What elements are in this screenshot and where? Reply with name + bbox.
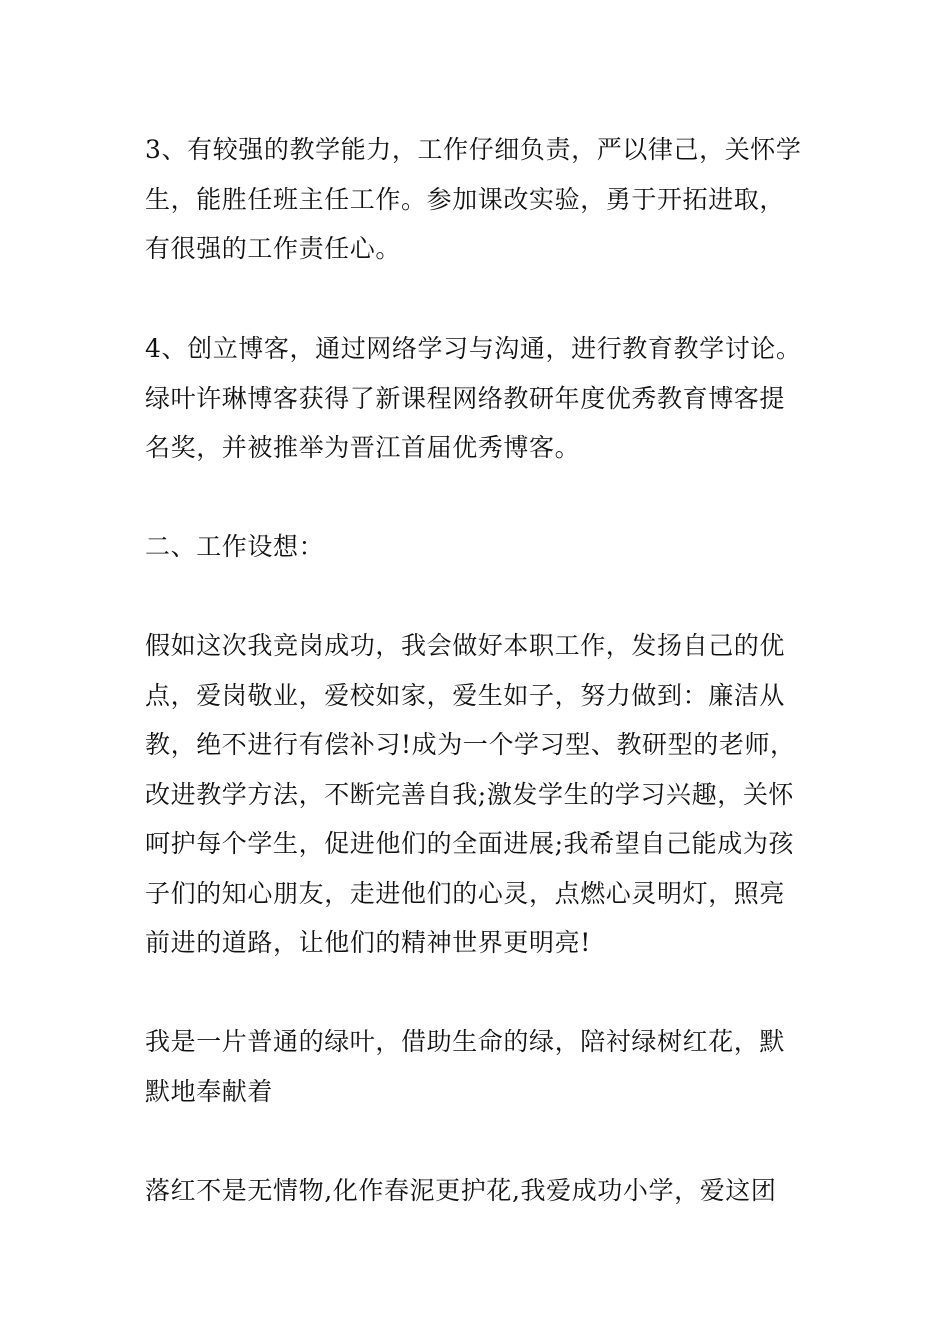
section-heading	[145, 522, 810, 572]
paragraph-closing	[145, 1166, 810, 1216]
text-line: 呵护每个学生，促进他们的全面进展;我希望自己能成为孩	[145, 829, 795, 858]
text-line: 绿叶许琳博客获得了新课程网络教研年度优秀教育博客提	[145, 383, 786, 413]
text-line: 我是一片普通的绿叶，借助生命的绿，陪衬绿树红花，默	[145, 1027, 786, 1056]
text-line: 3、有较强的教学能力，工作仔细负责，严以律己，关怀学	[145, 135, 802, 164]
paragraph-item-4	[145, 324, 810, 473]
text-line: 二、工作设想：	[145, 532, 325, 561]
text-line: 4、创立博客，通过网络学习与沟通，进行教育教学讨论。	[145, 334, 802, 363]
text-line: 默地奉献着	[145, 1076, 274, 1106]
text-line: 落红不是无情物,化作春泥更护花,我爱成功小学，爱这团	[145, 1176, 777, 1205]
text-line: 前进的道路，让他们的精神世界更明亮!	[145, 928, 591, 957]
text-line: 子们的知心朋友，走进他们的心灵，点燃心灵明灯，照亮	[145, 878, 786, 908]
paragraph-green-leaf	[145, 1017, 810, 1116]
paragraph-item-3	[145, 125, 810, 274]
text-line: 假如这次我竞岗成功，我会做好本职工作，发扬自己的优	[145, 631, 786, 660]
text-line: 教，绝不进行有偿补习!成为一个学习型、教研型的老师，	[145, 730, 796, 759]
paragraph-plan	[145, 621, 810, 968]
text-line: 有很强的工作责任心。	[145, 234, 402, 263]
text-line: 生，能胜任班主任工作。参加课改实验，勇于开拓进取，	[145, 184, 786, 214]
text-line: 改进教学方法，不断完善自我;激发学生的学习兴趣，关怀	[145, 779, 795, 809]
text-line: 点，爱岗敬业，爱校如家，爱生如子，努力做到：廉洁从	[145, 680, 786, 710]
text-line: 名奖，并被推举为晋江首届优秀博客。	[145, 433, 581, 462]
